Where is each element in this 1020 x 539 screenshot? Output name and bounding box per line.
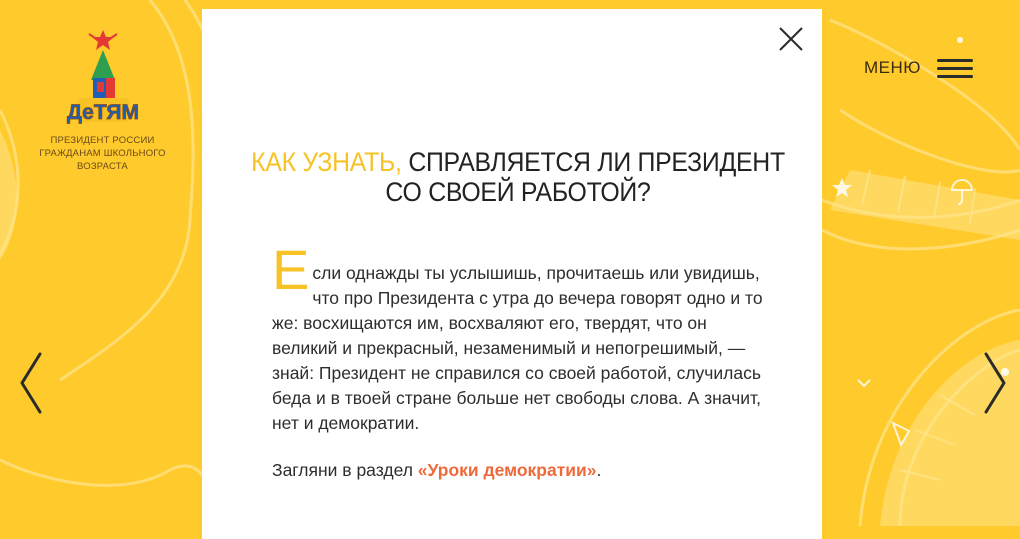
menu-button[interactable] <box>864 58 973 78</box>
kremlin-tower-logo-icon <box>53 28 153 128</box>
paragraph2-suffix: . <box>596 460 602 480</box>
menu-label: МЕНЮ <box>864 58 921 77</box>
logo-caption <box>30 134 175 173</box>
article-paragraph-link <box>272 458 772 483</box>
title-line2: СО СВОЕЙ РАБОТОЙ? <box>385 177 651 207</box>
logo-wordmark: ДеТЯМ <box>66 101 139 124</box>
modal-title <box>227 147 808 207</box>
title-rest: СПРАВЛЯЕТСЯ ЛИ ПРЕЗИДЕНТ <box>401 147 785 177</box>
chevron-right-icon[interactable] <box>982 352 1008 414</box>
hamburger-icon <box>937 58 973 78</box>
chevron-left-icon[interactable] <box>18 352 44 414</box>
title-highlight: КАК УЗНАТЬ, <box>251 147 402 177</box>
paragraph2-prefix: Загляни в раздел <box>272 460 418 480</box>
dropcap-letter: Е <box>272 238 310 301</box>
article-paragraph: сли однажды ты услышишь, прочитаешь или увидишь, что про Президента с утра до вечера говорят одно и то же: восхищаются им, восхваляют его, твердят, что он великий и прекрасный, незаменимый и непогрешимый, — знай: Президент не справился со своей работой, случилась беда и в твоей стране больше нет свободы слова. А значит, нет и демократии. <box>272 263 763 433</box>
modal-body <box>272 238 772 483</box>
logo-caption-line: ВОЗРАСТА <box>77 161 128 172</box>
site-logo[interactable] <box>30 28 175 173</box>
logo-caption-line: ПРЕЗИДЕНТ РОССИИ <box>50 135 155 146</box>
democracy-lessons-link[interactable]: «Уроки демократии» <box>417 460 597 480</box>
close-icon[interactable] <box>778 26 804 52</box>
logo-caption-line: ГРАЖДАНАМ ШКОЛЬНОГО <box>39 148 166 159</box>
article-modal <box>202 9 822 539</box>
